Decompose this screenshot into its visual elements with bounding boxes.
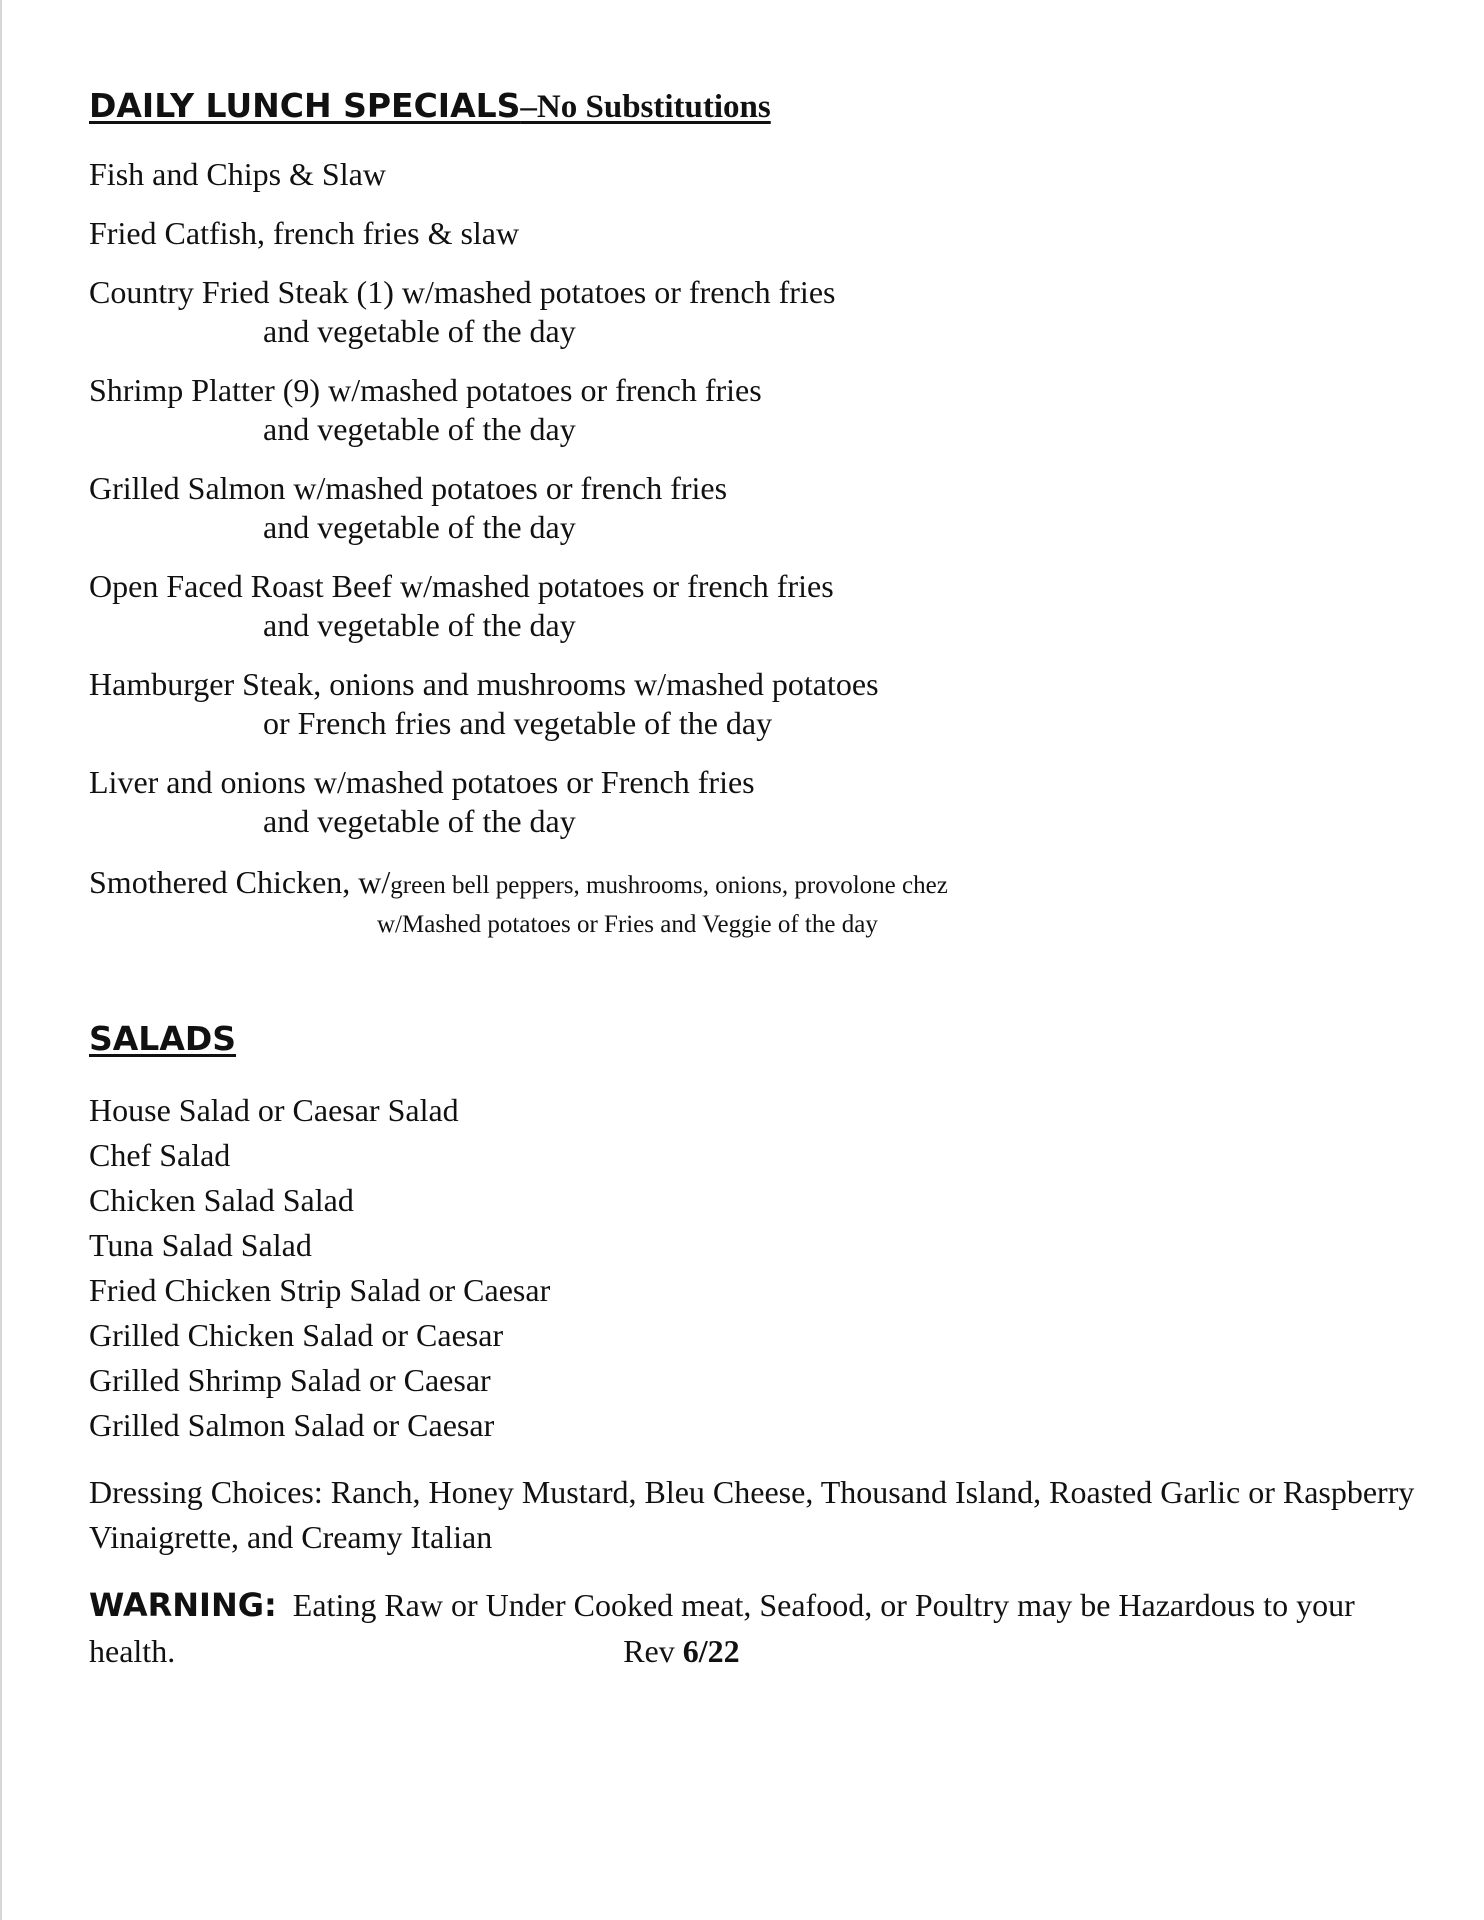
special-item [89,567,1419,645]
special-item [89,273,1419,351]
dressing-choices: Dressing Choices: Ranch, Honey Mustard, Bleu Cheese, Thousand Island, Roasted Garlic or Raspberry Vinaigrette, and Creamy Italian [89,1474,1415,1555]
special-item-name: Fried Catfish, french fries & slaw [89,215,520,251]
special-item-name: Fish and Chips & Slaw [89,156,386,192]
special-item-sides: w/Mashed potatoes or Fries and Veggie of the day [377,911,878,938]
special-item [89,371,1419,449]
specials-heading-line [89,84,1419,135]
special-item-name: Hamburger Steak, onions and mushrooms w/mashed potatoes [89,666,879,702]
special-item-details: green bell peppers, mushrooms, onions, provolone chez [390,872,948,899]
list-item: House Salad or Caesar Salad [89,1092,459,1128]
revision-note [623,1628,739,1674]
list-item: Fried Chicken Strip Salad or Caesar [89,1272,551,1308]
special-item-sides: and vegetable of the day [263,313,576,349]
warning-label: WARNING: [89,1586,277,1624]
list-item: Grilled Chicken Salad or Caesar [89,1317,504,1353]
special-item-name: Shrimp Platter (9) w/mashed potatoes or french fries [89,372,762,408]
special-item [89,214,1419,253]
page-edge [0,0,2,1920]
list-item: Tuna Salad Salad [89,1227,312,1263]
special-item-name: Liver and onions w/mashed potatoes or French fries [89,764,755,800]
specials-heading: DAILY LUNCH SPECIALS [89,86,521,125]
warning-text: Eating Raw or Under Cooked meat, Seafood, or Poultry may be Hazardous to your health. [89,1587,1355,1669]
special-item [89,155,1419,194]
special-item [89,469,1419,547]
special-item-sides: and vegetable of the day [263,509,576,545]
special-item-name: Smothered Chicken, w/ [89,864,391,900]
special-item [89,763,1419,841]
special-item-name: Open Faced Roast Beef w/mashed potatoes or french fries [89,568,834,604]
revision-label: Rev [623,1633,675,1669]
list-item: Grilled Shrimp Salad or Caesar [89,1362,491,1398]
special-item [89,665,1419,743]
revision-date: 6/22 [682,1633,740,1669]
no-substitutions-note: –No Substitutions [520,89,771,125]
salad-list [89,1088,1419,1448]
special-item-sides: and vegetable of the day [263,411,576,447]
salads-heading: SALADS [89,1019,237,1058]
special-item-sides: and vegetable of the day [263,607,576,643]
special-item-name: Country Fried Steak (1) w/mashed potatoes or french fries [89,274,836,310]
list-item: Chef Salad [89,1137,231,1173]
list-item: Chicken Salad Salad [89,1182,354,1218]
special-item-sides: or French fries and vegetable of the day [263,705,773,741]
list-item: Grilled Salmon Salad or Caesar [89,1407,495,1443]
special-item-smothered-chicken [89,863,1419,945]
salads-heading-line [89,1017,1419,1068]
menu-page [89,84,1419,1674]
special-item-name: Grilled Salmon w/mashed potatoes or french fries [89,470,728,506]
warning-notice [89,1582,1419,1674]
special-item-sides: and vegetable of the day [263,803,576,839]
